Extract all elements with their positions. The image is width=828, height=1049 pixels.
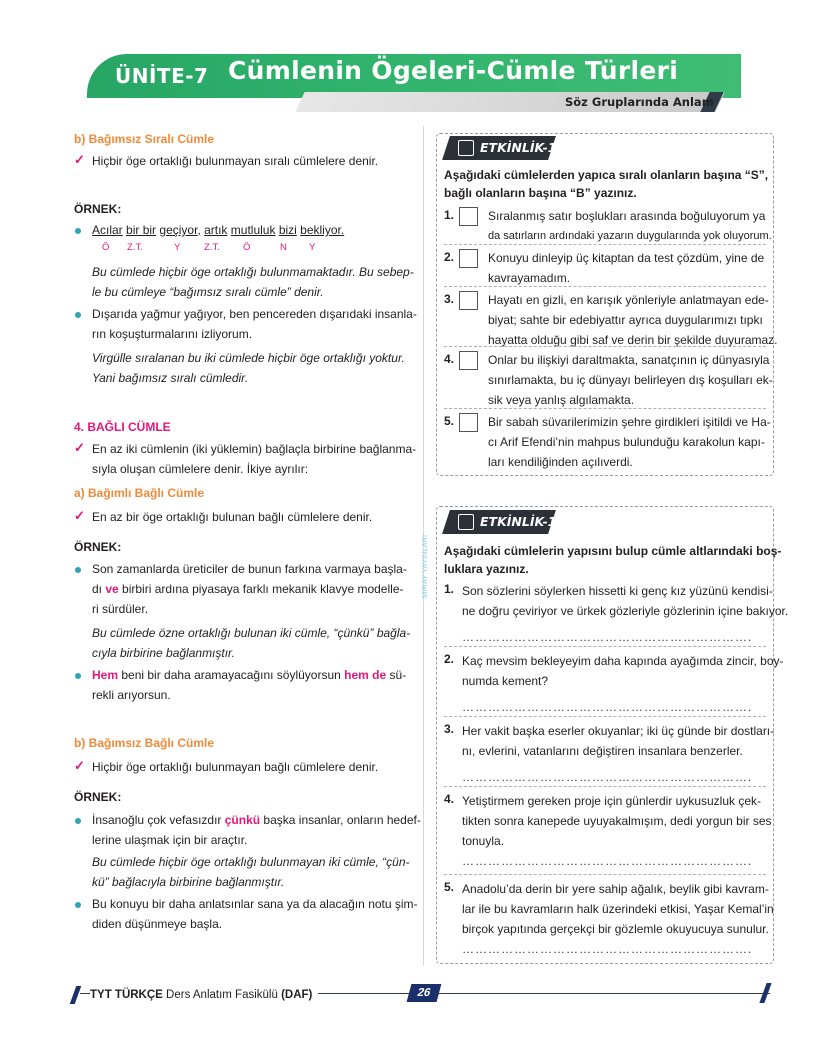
section-heading: b) Bağımsız Sıralı Cümle [74, 132, 215, 146]
activity-17-instructions: bağlı olanların başına “B” yazınız. [444, 186, 637, 200]
bullet-icon [75, 228, 81, 234]
item-number: 5. [444, 880, 455, 894]
item-text: da satırların ardındaki yazarın duygularında yok oluyorum. [488, 230, 772, 242]
item-number: 3. [444, 722, 455, 736]
item-separator [444, 874, 766, 875]
explanation-text: Virgülle sıralanan bu iki cümlede hiçbir öge ortaklığı yoktur. [92, 351, 405, 365]
item-text: numda kement? [462, 674, 549, 688]
explanation-text: Bu cümlede hiçbir öge ortaklığı bulunmayan iki cümle, “çün- [92, 855, 410, 869]
example-heading: ÖRNEK: [74, 540, 122, 554]
activity-17-title: ETKİNLİK-17 [480, 140, 566, 155]
item-text: Son sözlerini söylerken hissetti ki genç kız yüzünü kendisi- [462, 584, 773, 598]
answer-line[interactable]: …………………………………………………………. [462, 854, 753, 868]
section-heading: b) Bağımsız Bağlı Cümle [74, 736, 215, 750]
section-heading: a) Bağımlı Bağlı Cümle [74, 486, 205, 500]
element-label: Ö [102, 242, 110, 253]
element-label: Y [174, 242, 181, 253]
activity-18-title: ETKİNLİK-18 [480, 514, 566, 529]
answer-box[interactable] [459, 291, 478, 310]
answer-line[interactable]: …………………………………………………………. [462, 630, 753, 644]
page-subtitle: Söz Gruplarında Anlam [565, 95, 714, 109]
definition-text: En az bir öge ortaklığı bulunan bağlı cümlelere denir. [92, 510, 373, 524]
answer-box[interactable] [459, 207, 478, 226]
item-text: tikten sonra kanepede uyuyakalmışım, dedi yorgun bir ses [462, 814, 772, 828]
item-number: 2. [444, 250, 455, 264]
check-icon: ✓ [74, 758, 85, 773]
example-heading: ÖRNEK: [74, 790, 122, 804]
item-text: ne doğru çeviriyor ve ürkek gözleriyle gözlerinin içine bakıyor. [462, 604, 789, 618]
check-icon: ✓ [74, 508, 85, 523]
definition-text: Hiçbir öge ortaklığı bulunmayan bağlı cümlelere denir. [92, 760, 379, 774]
element-label: Y [309, 242, 316, 253]
bullet-icon [75, 312, 81, 318]
item-text: Konuyu dinleyip üç kitaptan da test çözdüm, yine de [488, 251, 765, 265]
item-text: Bir sabah süvarilerimizin şehre girdikleri işitildi ve Ha- [488, 415, 771, 429]
item-text: Onlar bu ilişkiyi daraltmakta, sanatçının iç dünyasıyla [488, 353, 770, 367]
item-separator [444, 346, 766, 347]
page-title: Cümlenin Ögeleri-Cümle Türleri [228, 56, 679, 85]
bullet-icon [75, 567, 81, 573]
activity-18-instructions: Aşağıdaki cümlelerin yapısını bulup cümle altlarındaki boş- [444, 544, 782, 558]
item-text: tonuyla. [462, 834, 505, 848]
item-separator [444, 716, 766, 717]
activity-17-instructions: Aşağıdaki cümlelerden yapıca sıralı olanların başına “S”, [444, 168, 769, 182]
item-separator [444, 646, 766, 647]
item-number: 1. [444, 582, 455, 596]
item-number: 5. [444, 414, 455, 428]
example-sentence: Hem beni bir daha aramayacağını söylüyorsun hem de sü- [92, 668, 407, 682]
item-text: Sıralanmış satır boşlukları arasında boğuluyorum ya [488, 209, 766, 223]
definition-text: En az iki cümlenin (iki yüklemin) bağlaçla birbirine bağlanma- [92, 442, 417, 456]
item-text: hayatta olduğu gibi saf ve derin bir şekilde duyuramaz. [488, 333, 778, 347]
answer-box[interactable] [459, 249, 478, 268]
answer-box[interactable] [459, 413, 478, 432]
definition-text: sıyla oluşan cümlelere denir. İkiye ayrılır: [92, 462, 309, 476]
check-icon: ✓ [74, 152, 85, 167]
item-separator [444, 244, 766, 245]
footer-accent [70, 986, 82, 1004]
pencil-note-icon [458, 140, 474, 156]
footer-book-title: TYT TÜRKÇE Ders Anlatım Fasikülü (DAF) [90, 989, 318, 1001]
item-text: Kaç mevsim bekleyeyim daha kapında ayağımda zincir, boy- [462, 654, 784, 668]
item-text: lar ile bu kavramların halk üzerindeki etkisi, Yaşar Kemal’in [462, 902, 774, 916]
activity-18-instructions: luklara yazınız. [444, 562, 529, 576]
example-sentence: dı ve birbiri ardına piyasaya farklı mekanik klavye modelle- [92, 582, 404, 596]
element-label: Ö [243, 242, 251, 253]
example-sentence: rın koşuşturmalarını izliyorum. [92, 327, 253, 341]
item-text: Anadolu’da derin bir yere sahip ağalık, beylik gibi kavram- [462, 882, 769, 896]
example-sentence: Son zamanlarda üreticiler de bunun farkına varmaya başla- [92, 562, 407, 576]
item-number: 1. [444, 208, 455, 222]
element-label: Z.T. [204, 242, 220, 253]
item-text: nı, evlerini, vatanlarını değiştiren insanlara benzerler. [462, 744, 743, 758]
answer-line[interactable]: …………………………………………………………. [462, 942, 753, 956]
explanation-text: Bu cümlede özne ortaklığı bulunan iki cümle, “çünkü” bağla- [92, 626, 411, 640]
check-icon: ✓ [74, 440, 85, 455]
explanation-text: cıyla birbirine bağlanmıştır. [92, 646, 235, 660]
item-text: kavrayamadım. [488, 271, 571, 285]
item-text: birçok yapıtında gerçekçi bir gözlemle okuyucuya sunulur. [462, 922, 769, 936]
example-heading: ÖRNEK: [74, 202, 122, 216]
item-number: 2. [444, 652, 455, 666]
publisher-watermark [417, 510, 431, 600]
section-heading: 4. BAĞLI CÜMLE [74, 420, 171, 434]
example-sentence: İnsanoğlu çok vefasızdır çünkü başka insanlar, onların hedef- [92, 813, 421, 827]
example-sentence: Bu konuyu bir daha anlatsınlar sana ya da alacağın notu şim- [92, 897, 418, 911]
definition-text: Hiçbir öge ortaklığı bulunmayan sıralı cümlelere denir. [92, 154, 379, 168]
explanation-text: Yani bağımsız sıralı cümledir. [92, 371, 249, 385]
item-text: sınırlamakta, bu iç dünyayı belirleyen dış koşulları ek- [488, 373, 773, 387]
example-sentence: diden düşünmeye başla. [92, 917, 223, 931]
item-text: ları kendiliğinden açılıverdi. [488, 455, 633, 469]
example-sentence: rekli arıyorsun. [92, 688, 171, 702]
explanation-text: le bu cümleye “bağımsız sıralı cümle” denir. [92, 285, 324, 299]
item-text: Yetiştirmem gereken proje için günlerdir uykusuzluk çek- [462, 794, 762, 808]
item-text: sik veya yanlış algılamakta. [488, 393, 635, 407]
item-number: 4. [444, 352, 455, 366]
explanation-text: kü” bağlacıyla birbirine bağlanmıştır. [92, 875, 285, 889]
example-sentence: ri sürdüler. [92, 602, 149, 616]
answer-box[interactable] [459, 351, 478, 370]
element-label: Z.T. [127, 242, 143, 253]
page-number: 26 [407, 984, 442, 1002]
item-separator [444, 786, 766, 787]
bullet-icon [75, 673, 81, 679]
pencil-note-icon [458, 514, 474, 530]
item-text: cı Arif Efendi’nin mahpus bulunduğu karakolun kapı- [488, 435, 765, 449]
item-text: Her vakit başka eserler okuyanlar; iki üç günde bir dostları- [462, 724, 775, 738]
item-number: 4. [444, 792, 455, 806]
item-number: 3. [444, 292, 455, 306]
example-sentence: Dışarıda yağmur yağıyor, ben pencereden dışarıdaki insanla- [92, 307, 417, 321]
item-separator [444, 408, 766, 409]
explanation-text: Bu cümlede hiçbir öge ortaklığı bulunmamaktadır. Bu sebep- [92, 265, 414, 279]
svg-text:MİRAY YAYINLARI: MİRAY YAYINLARI [420, 534, 429, 598]
item-text: Hayatı en gizli, en karışık yönleriyle anlatmayan ede- [488, 293, 769, 307]
bullet-icon [75, 818, 81, 824]
example-sentence: lerine ulaşmak için bir araçtır. [92, 833, 248, 847]
unit-label: ÜNİTE-7 [115, 64, 209, 88]
bullet-icon [75, 902, 81, 908]
item-text: biyat; sahte bir edebiyattır ayrıca duygularımızı tıpkı [488, 313, 763, 327]
item-separator [444, 286, 766, 287]
answer-line[interactable]: …………………………………………………………. [462, 700, 753, 714]
element-label: N [280, 242, 287, 253]
example-sentence: Acılar bir bir geçiyor, artık mutluluk bizi bekliyor. [92, 223, 345, 237]
answer-line[interactable]: …………………………………………………………. [462, 770, 753, 784]
